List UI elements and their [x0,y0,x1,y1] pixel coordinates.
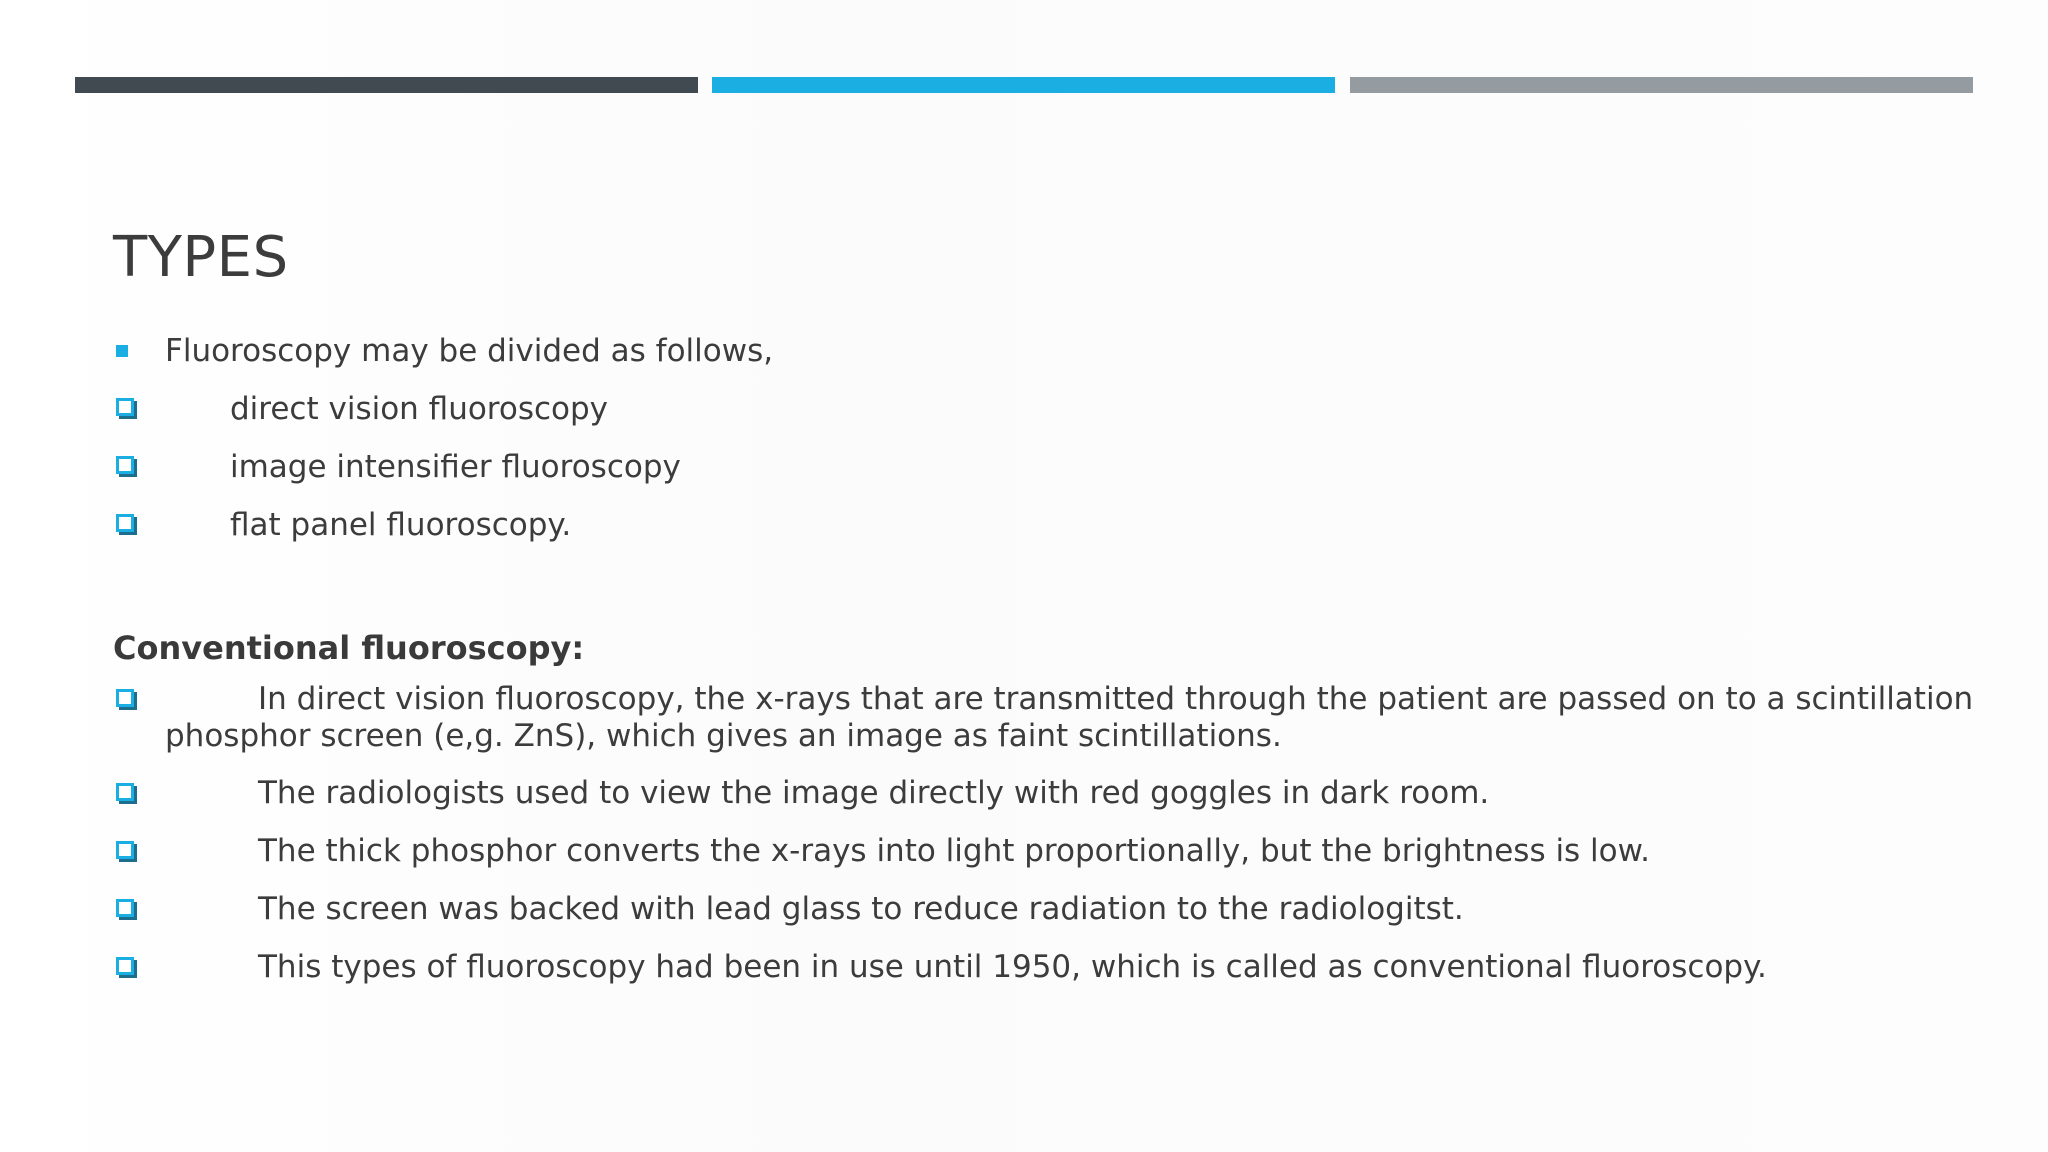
checkbox-bullet-icon [116,841,134,859]
intro-text: Fluoroscopy may be divided as follows, [165,333,774,369]
point-text-continuation: phosphor screen (e,g. ZnS), which gives an image as faint scintillations. [165,718,1282,754]
checkbox-bullet-icon [116,398,134,416]
accent-bar-dark [75,77,698,93]
point-text: The radiologists used to view the image directly with red goggles in dark room. [258,775,1490,811]
type-item: image intensifier fluoroscopy [230,449,681,485]
square-bullet-icon [116,345,128,357]
checkbox-bullet-icon [116,514,134,532]
point-text: The screen was backed with lead glass to reduce radiation to the radiologitst. [258,891,1464,927]
accent-bar-gray [1350,77,1973,93]
checkbox-bullet-icon [116,957,134,975]
checkbox-bullet-icon [116,689,134,707]
checkbox-bullet-icon [116,456,134,474]
slide-title: TYPES [113,225,289,290]
point-text: In direct vision fluoroscopy, the x-rays that are transmitted through the patient are passed on to a scintillation [258,681,1974,717]
checkbox-bullet-icon [116,783,134,801]
accent-bar-blue [712,77,1335,93]
type-item: flat panel fluoroscopy. [230,507,572,543]
point-text: The thick phosphor converts the x-rays into light proportionally, but the brightness is low. [258,833,1651,869]
section-heading: Conventional fluoroscopy: [113,629,585,667]
point-text: This types of fluoroscopy had been in use until 1950, which is called as conventional fluoroscopy. [258,949,1767,985]
type-item: direct vision fluoroscopy [230,391,609,427]
checkbox-bullet-icon [116,899,134,917]
